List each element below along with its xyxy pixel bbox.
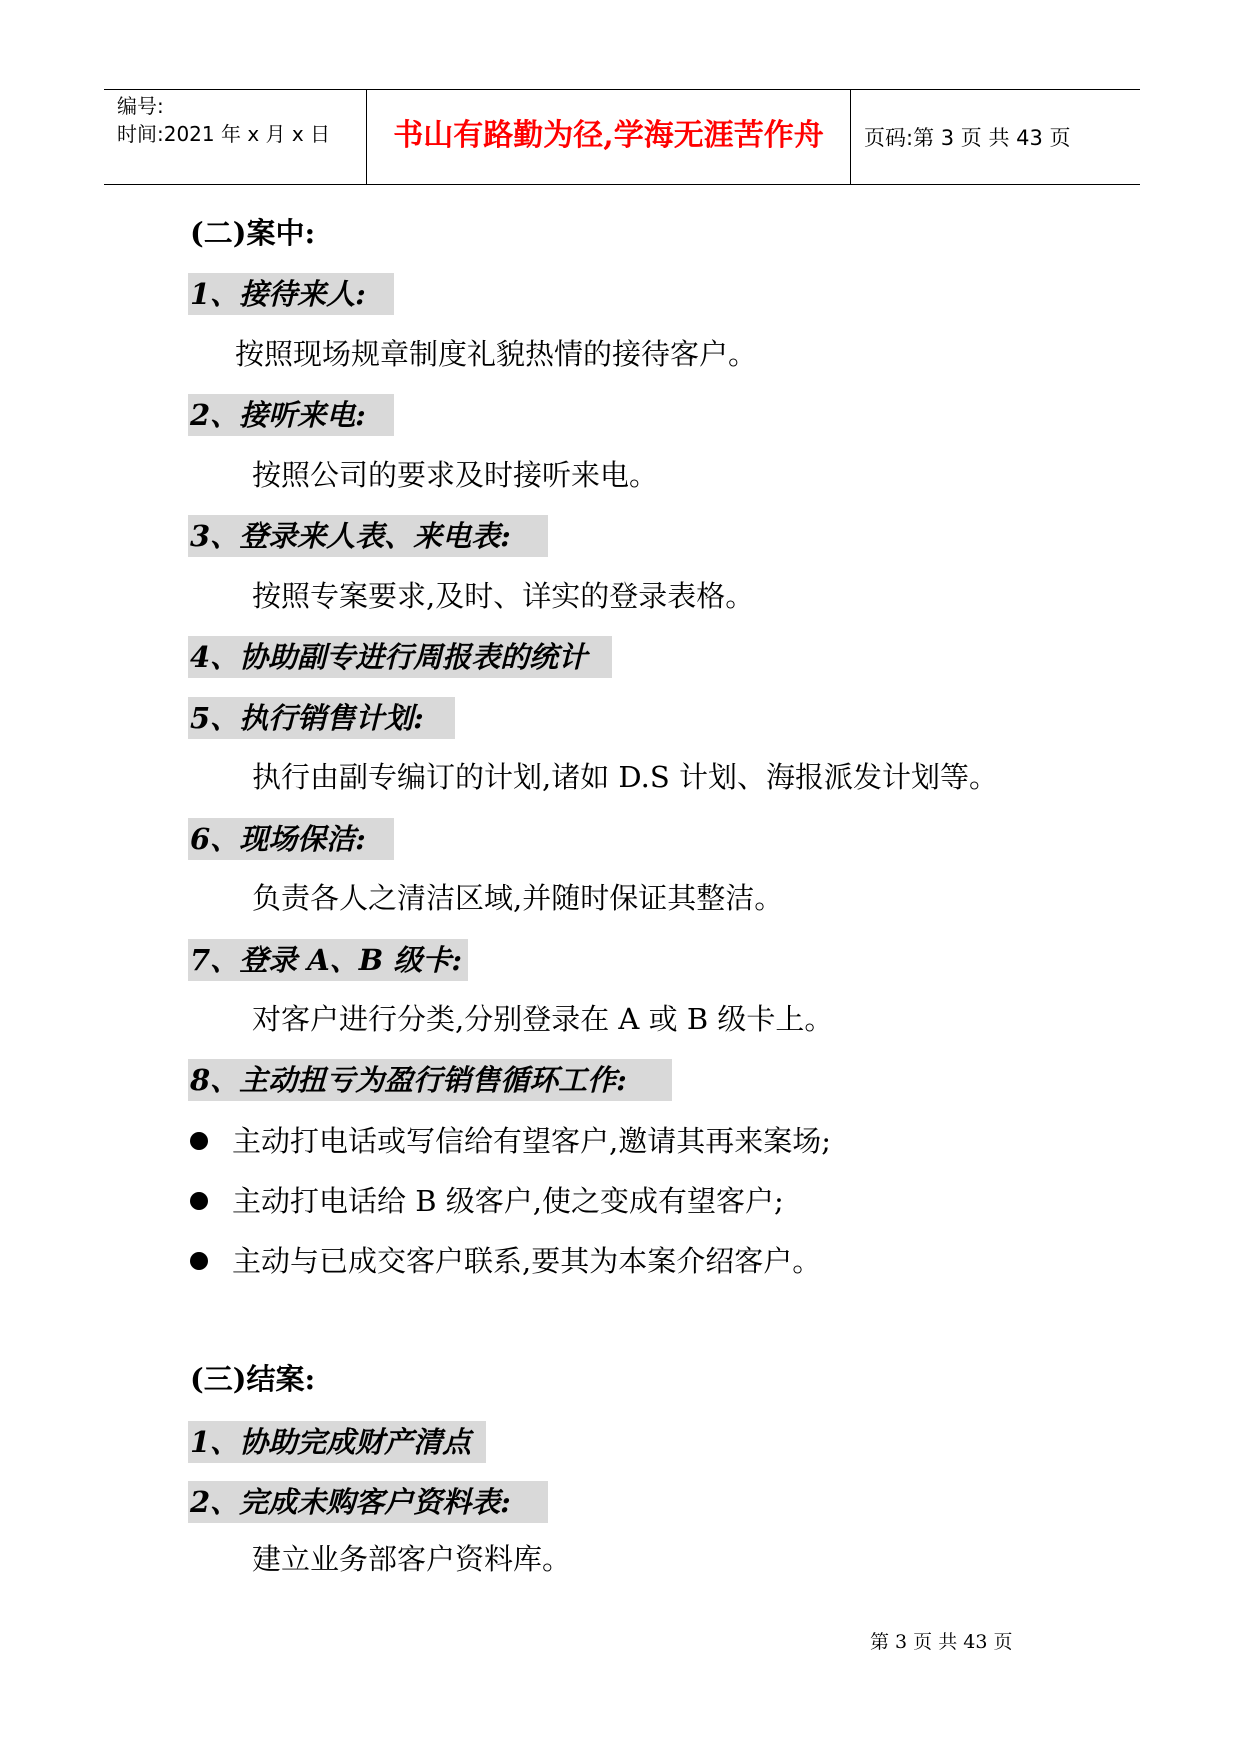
bullet-text: 主动打电话或写信给有望客户,邀请其再来案场; (232, 1124, 831, 1158)
item-body: 按照专案要求,及时、详实的登录表格。 (252, 579, 755, 613)
document-date-label: 时间:2021 年 x 月 x 日 (117, 122, 331, 146)
item-heading: 6、现场保洁: (188, 818, 394, 860)
bullet-icon (190, 1132, 208, 1150)
item-body: 建立业务部客户资料库。 (252, 1542, 572, 1576)
page-footer: 第 3 页 共 43 页 (870, 1631, 1013, 1653)
item-heading: 1、协助完成财产清点 (188, 1421, 486, 1463)
item-heading: 4、协助副专进行周报表的统计 (188, 636, 612, 678)
item-heading: 7、登录 A、B 级卡: (188, 939, 468, 981)
item-body: 对客户进行分类,分别登录在 A 或 B 级卡上。 (252, 1002, 834, 1036)
document-header (104, 89, 1140, 185)
item-heading: 5、执行销售计划: (188, 697, 455, 739)
bullet-text: 主动与已成交客户联系,要其为本案介绍客户。 (232, 1244, 822, 1278)
header-page-cell (851, 90, 1140, 184)
document-number-label: 编号: (117, 94, 164, 118)
item-body: 负责各人之清洁区域,并随时保证其整洁。 (252, 881, 784, 915)
header-motto-cell (367, 90, 851, 184)
item-body: 执行由副专编订的计划,诸如 D.S 计划、海报派发计划等。 (252, 760, 998, 794)
item-heading: 8、主动扭亏为盈行销售循环工作: (188, 1059, 672, 1101)
item-body: 按照公司的要求及时接听来电。 (252, 458, 659, 492)
item-heading: 2、完成未购客户资料表: (188, 1481, 548, 1523)
section-title-case-closing: (三)结案: (190, 1362, 316, 1396)
header-motto: 书山有路勤为径,学海无涯苦作舟 (393, 118, 824, 153)
item-body: 按照现场规章制度礼貌热情的接待客户。 (235, 337, 758, 371)
bullet-icon (190, 1252, 208, 1270)
item-heading: 3、登录来人表、来电表: (188, 515, 548, 557)
bullet-icon (190, 1192, 208, 1210)
item-heading: 1、接待来人: (188, 273, 394, 315)
header-page-info: 页码:第 3 页 共 43 页 (864, 126, 1071, 150)
bullet-text: 主动打电话给 B 级客户,使之变成有望客户; (232, 1184, 784, 1218)
header-meta-cell (104, 90, 367, 184)
item-heading: 2、接听来电: (188, 394, 394, 436)
section-title-case-middle: (二)案中: (190, 216, 316, 250)
